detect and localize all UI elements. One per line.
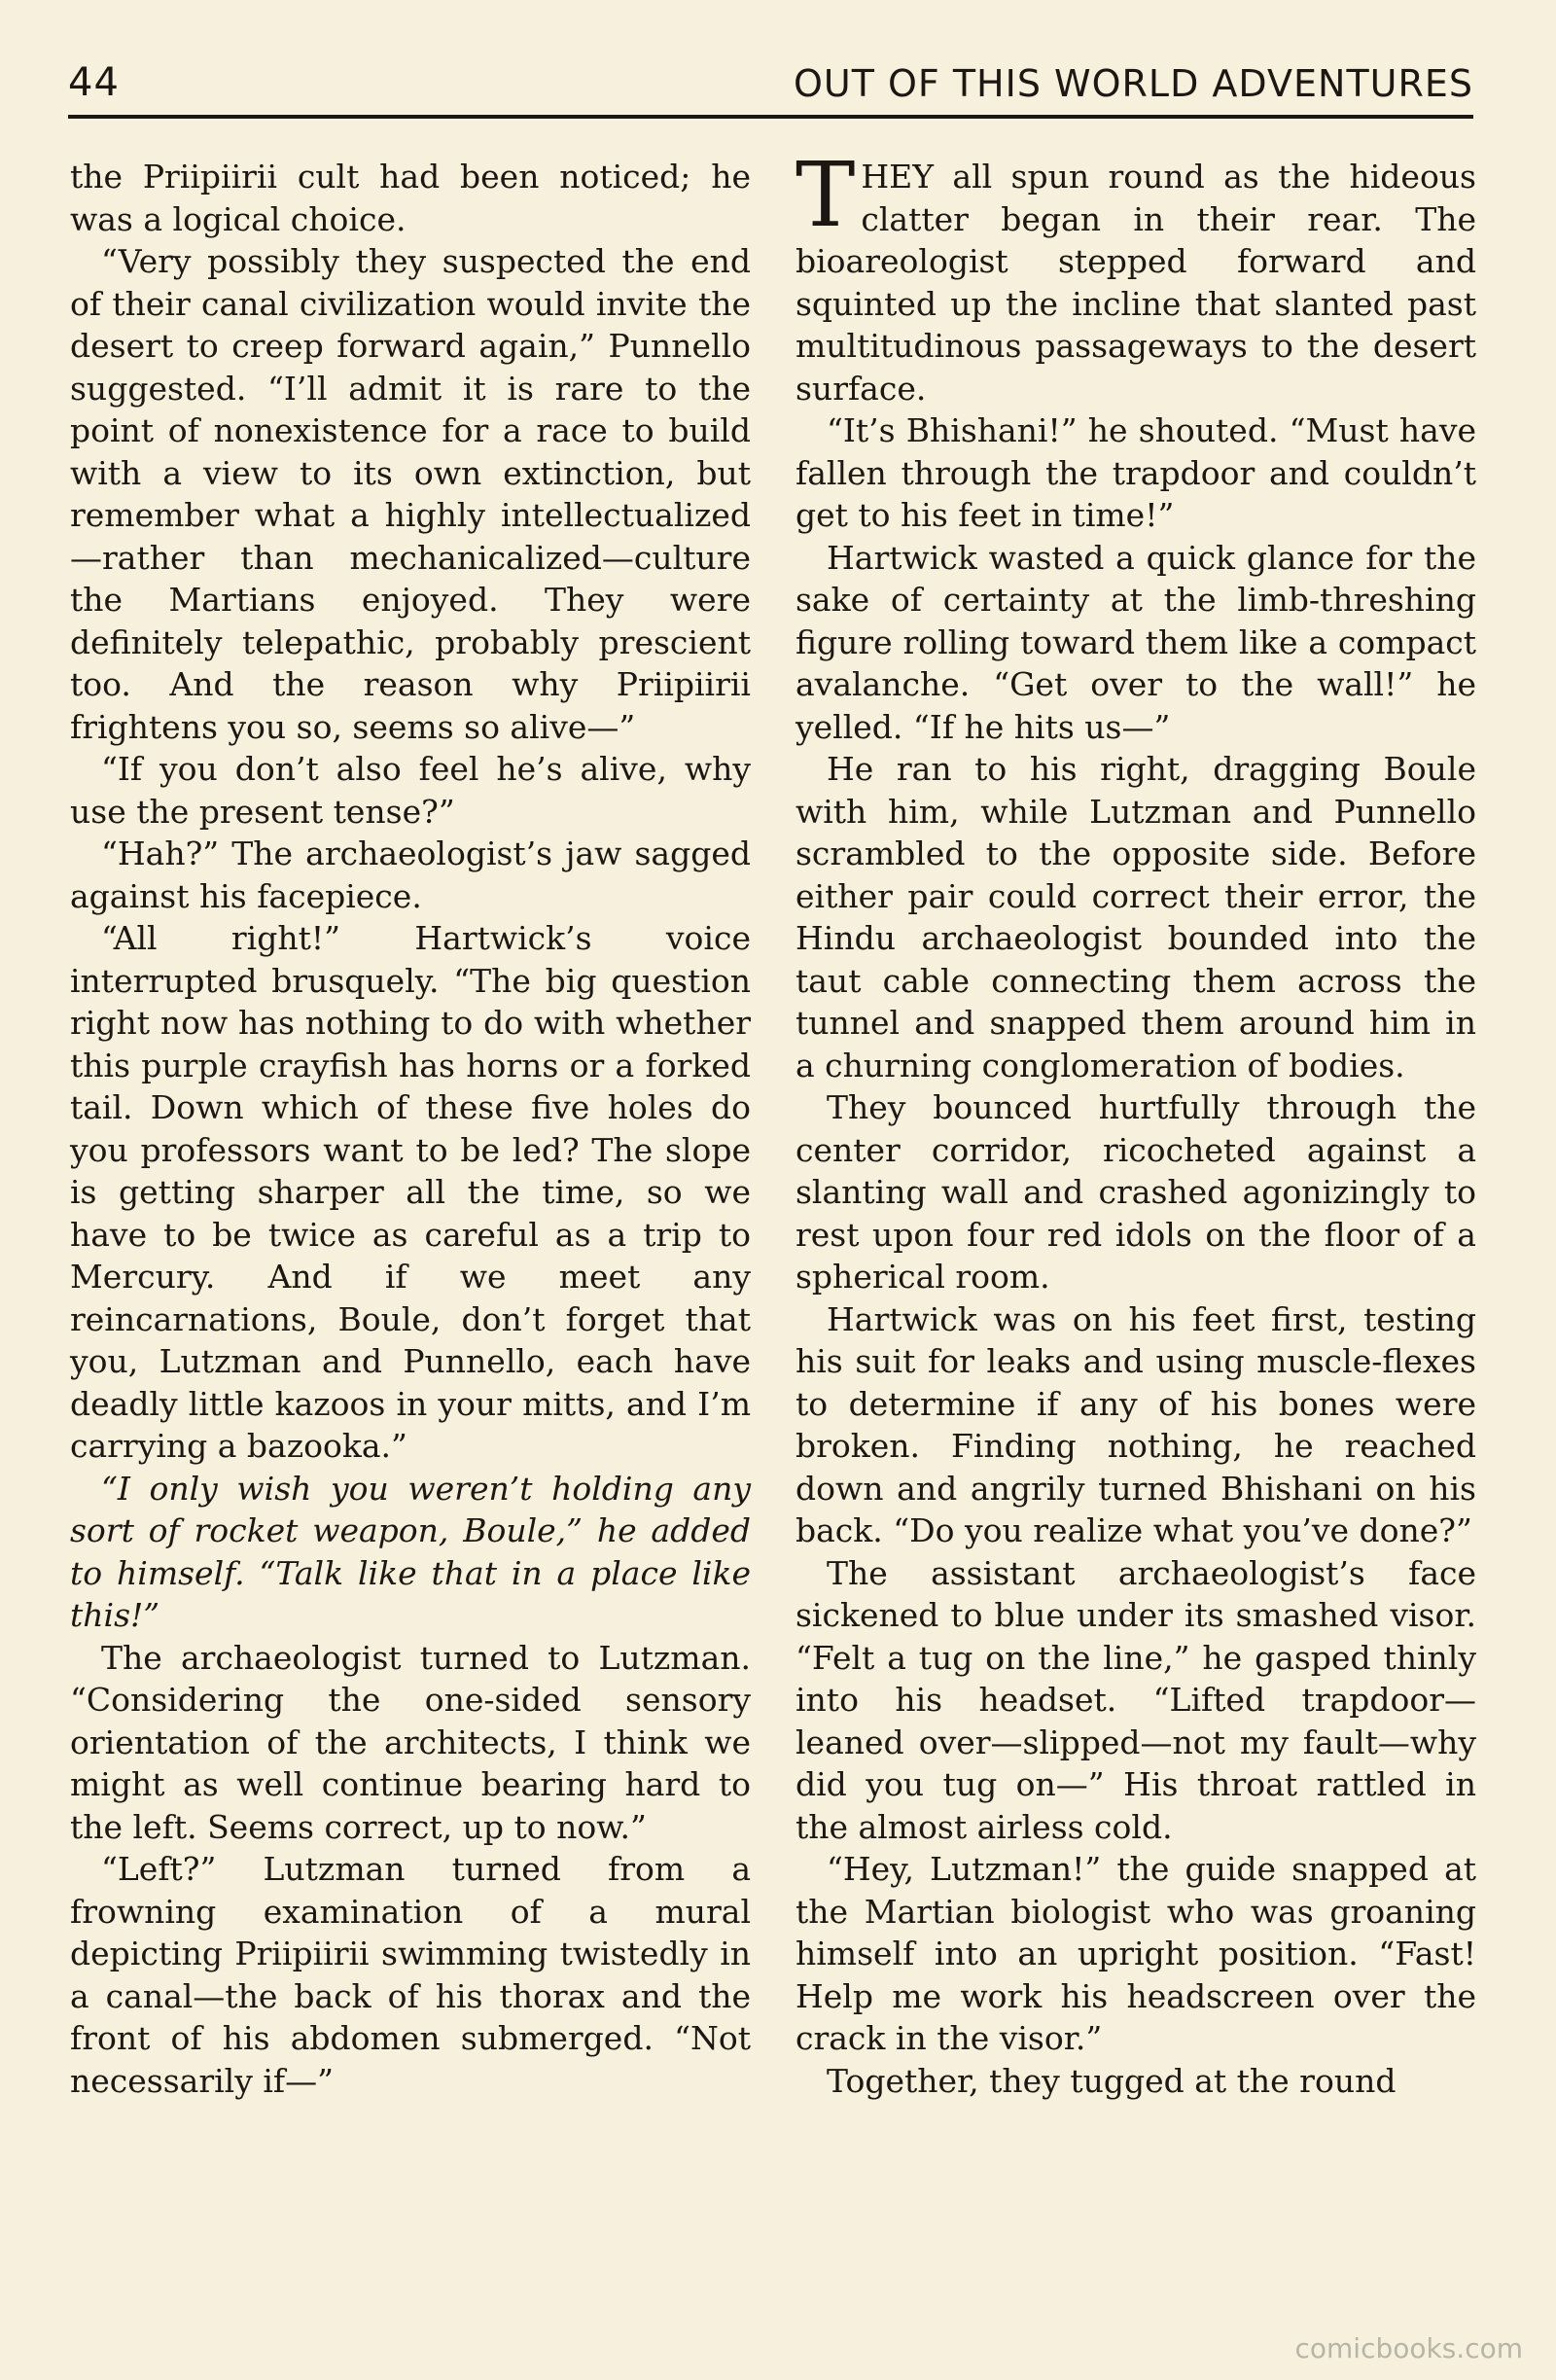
paragraph: The archaeologist turned to Lutzman. “Considering the one-sided sensory orientation of the architects, I think we might as well continue bearing hard to the left. Seems correct, up to now.”: [70, 1638, 751, 1846]
paragraph: They bounced hurtfully through the center corridor, ricocheted against a slanting wall and crashed agonizingly to rest upon four red idols on the floor of a spherical room.: [796, 1088, 1476, 1296]
paragraph: the Priipiirii cult had been noticed; he was a logical choice.: [70, 158, 751, 238]
left-column: [70, 156, 751, 2102]
header-rule: [68, 115, 1473, 119]
paragraph: “It’s Bhishani!” he shouted. “Must have fallen through the trapdoor and couldn’t get to his feet in time!”: [796, 411, 1476, 534]
paragraph: “Left?” Lutzman turned from a frowning examination of a mural depicting Priipiirii swimming twistedly in a canal—the back of his thorax and the front of his abdomen submerged. “Not necessarily if—”: [70, 1850, 751, 2100]
paragraph: The assistant archaeologist’s face sickened to blue under its smashed visor. “Felt a tug on the line,” he gasped thinly into his headset. “Lifted trapdoor—leaned over—slipped—not my fault—why did you tug on—” His throat rattled in the almost airless cold.: [796, 1553, 1476, 1846]
opening-paragraph: [796, 143, 1476, 409]
paragraph: Together, they tugged at the round: [827, 2061, 1397, 2100]
drop-cap: T: [796, 143, 856, 247]
paragraph: “Hey, Lutzman!” the guide snapped at the Martian biologist who was groaning himself into an upright position. “Fast! Help me work his headscreen over the crack in the visor.”: [796, 1850, 1476, 2057]
paragraph: “If you don’t also feel he’s alive, why use the present tense?”: [70, 750, 751, 831]
paragraph: Hartwick wasted a quick glance for the sake of certainty at the limb-threshing figure rolling toward them like a compact avalanche. “Get over to the wall!” he yelled. “If he hits us—”: [796, 538, 1476, 746]
paragraph: He ran to his right, dragging Boule with him, while Lutzman and Punnello scrambled to the opposite side. Before either pair could correct their error, the Hindu archaeologist bounded into the taut cable connecting them across the tunnel and snapped them around him in a churning conglomeration of bodies.: [796, 750, 1476, 1084]
paragraph: “Very possibly they suspected the end of their canal civilization would invite the desert to creep forward again,” Punnello suggested. “I’ll admit it is rare to the point of nonexistence for a race to build with a view to its own extinction, but remember what a highly intellectualized—rather than mechanicalized—culture the Martians enjoyed. They were definitely telepathic, probably prescient too. And the reason why Priipiirii frightens you so, seems so alive—”: [70, 242, 751, 746]
page-number: 44: [68, 60, 120, 105]
watermark: comicbooks.com: [1294, 2332, 1523, 2364]
right-column: [796, 143, 1476, 2102]
paragraph: Hartwick was on his feet first, testing his suit for leaks and using muscle-flexes to determine if any of his bones were broken. Finding nothing, he reached down and angrily turned Bhishani on his back. “Do you realize what you’ve done?”: [796, 1299, 1476, 1549]
paragraph-text: HEY all spun round as the hideous clatter began in their rear. The bioareologist stepped forward and squinted up the incline that slanted past multitudinous passageways to the desert surface.: [796, 158, 1476, 408]
paragraph: “Hah?” The archaeologist’s jaw sagged against his facepiece.: [70, 835, 751, 915]
paragraph: “All right!” Hartwick’s voice interrupted brusquely. “The big question right now has nothing to do with whether this purple crayfish has horns or a forked tail. Down which of these five holes do you professors want to be led? The slope is getting sharper all the time, so we have to be twice as careful as a trip to Mercury. And if we meet any reincarnations, Boule, don’t forget that you, Lutzman and Punnello, each have deadly little kazoos in your mitts, and I’m carrying a bazooka.”: [70, 919, 751, 1465]
page-header: [68, 60, 1473, 119]
running-head: OUT OF THIS WORLD ADVENTURES: [793, 62, 1473, 105]
paragraph: “I only wish you weren’t holding any sort of rocket weapon, Boule,” he added to himself. “Talk like that in a place like this!”: [70, 1469, 751, 1634]
